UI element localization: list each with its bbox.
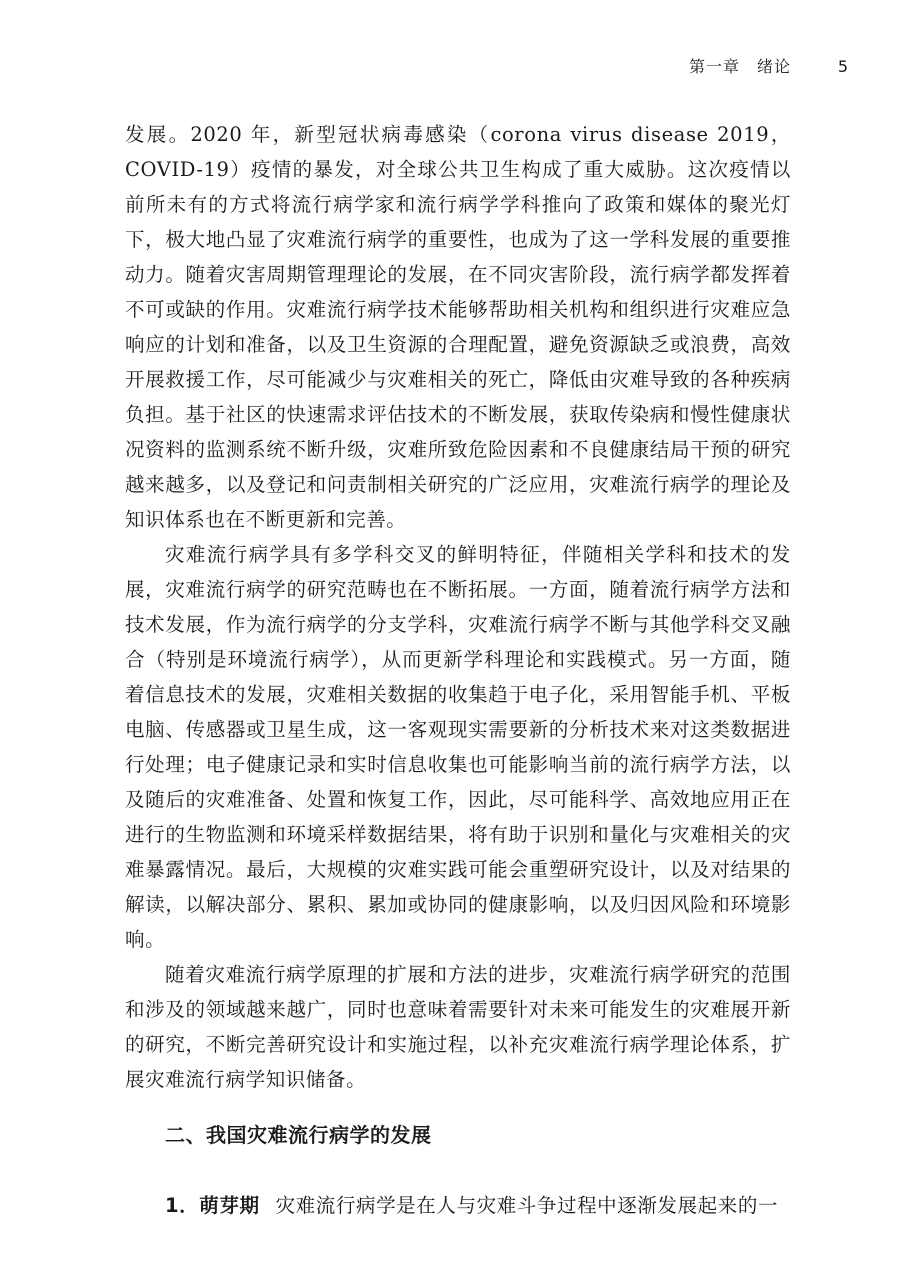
body-text (125, 117, 791, 1097)
running-head (125, 56, 848, 80)
page-number: 5 (837, 57, 848, 76)
chapter-title: 第一章 绪论 (688, 57, 791, 76)
subsection-label: 1．萌芽期 (165, 1194, 260, 1217)
subsection-text: 灾难流行病学是在人与灾难斗争过程中逐渐发展起来的一 (275, 1194, 779, 1217)
subsection-intro (165, 1188, 791, 1223)
paragraph-expansion: 随着灾难流行病学原理的扩展和方法的进步，灾难流行病学研究的范围和涉及的领域越来越广，同时也意味着需要针对未来可能发生的灾难展开新的研究，不断完善研究设计和实施过程，以补充灾难流行病学理论体系，扩展灾难流行病学知识储备。 (125, 963, 791, 1091)
paragraph-multidisciplinary: 灾难流行病学具有多学科交叉的鲜明特征，伴随相关学科和技术的发展，灾难流行病学的研究范畴也在不断拓展。一方面，随着流行病学方法和技术发展，作为流行病学的分支学科，灾难流行病学不断与其他学科交叉融合（特别是环境流行病学），从而更新学科理论和实践模式。另一方面，随着信息技术的发展，灾难相关数据的收集趋于电子化，采用智能手机、平板电脑、传感器或卫星生成，这一客观现实需要新的分析技术来对这类数据进行处理；电子健康记录和实时信息收集也可能影响当前的流行病学方法，以及随后的灾难准备、处置和恢复工作，因此，尽可能科学、高效地应用正在进行的生物监测和环境采样数据结果，将有助于识别和量化与灾难相关的灾难暴露情况。最后，大规模的灾难实践可能会重塑研究设计，以及对结果的解读，以解决部分、累积、累加或协同的健康影响，以及归因风险和环境影响。 (125, 543, 791, 951)
section-heading: 二、我国灾难流行病学的发展 (165, 1123, 432, 1147)
paragraph-continuation: 发展。2020 年，新型冠状病毒感染（corona virus disease 2019，COVID-19）疫情的暴发，对全球公共卫生构成了重大威胁。这次疫情以前所未有的方式将流行病学家和流行病学学科推向了政策和媒体的聚光灯下，极大地凸显了灾难流行病学的重要性，也成为了这一学科发展的重要推动力。随着灾害周期管理理论的发展，在不同灾害阶段，流行病学都发挥着不可或缺的作用。灾难流行病学技术能够帮助相关机构和组织进行灾难应急响应的计划和准备，以及卫生资源的合理配置，避免资源缺乏或浪费，高效开展救援工作，尽可能减少与灾难相关的死亡，降低由灾难导致的各种疾病负担。基于社区的快速需求评估技术的不断发展，获取传染病和慢性健康状况资料的监测系统不断升级，灾难所致危险因素和不良健康结局干预的研究越来越多，以及登记和问责制相关研究的广泛应用，灾难流行病学的理论及知识体系也在不断更新和完善。 (125, 123, 791, 531)
header-divider (125, 88, 788, 89)
